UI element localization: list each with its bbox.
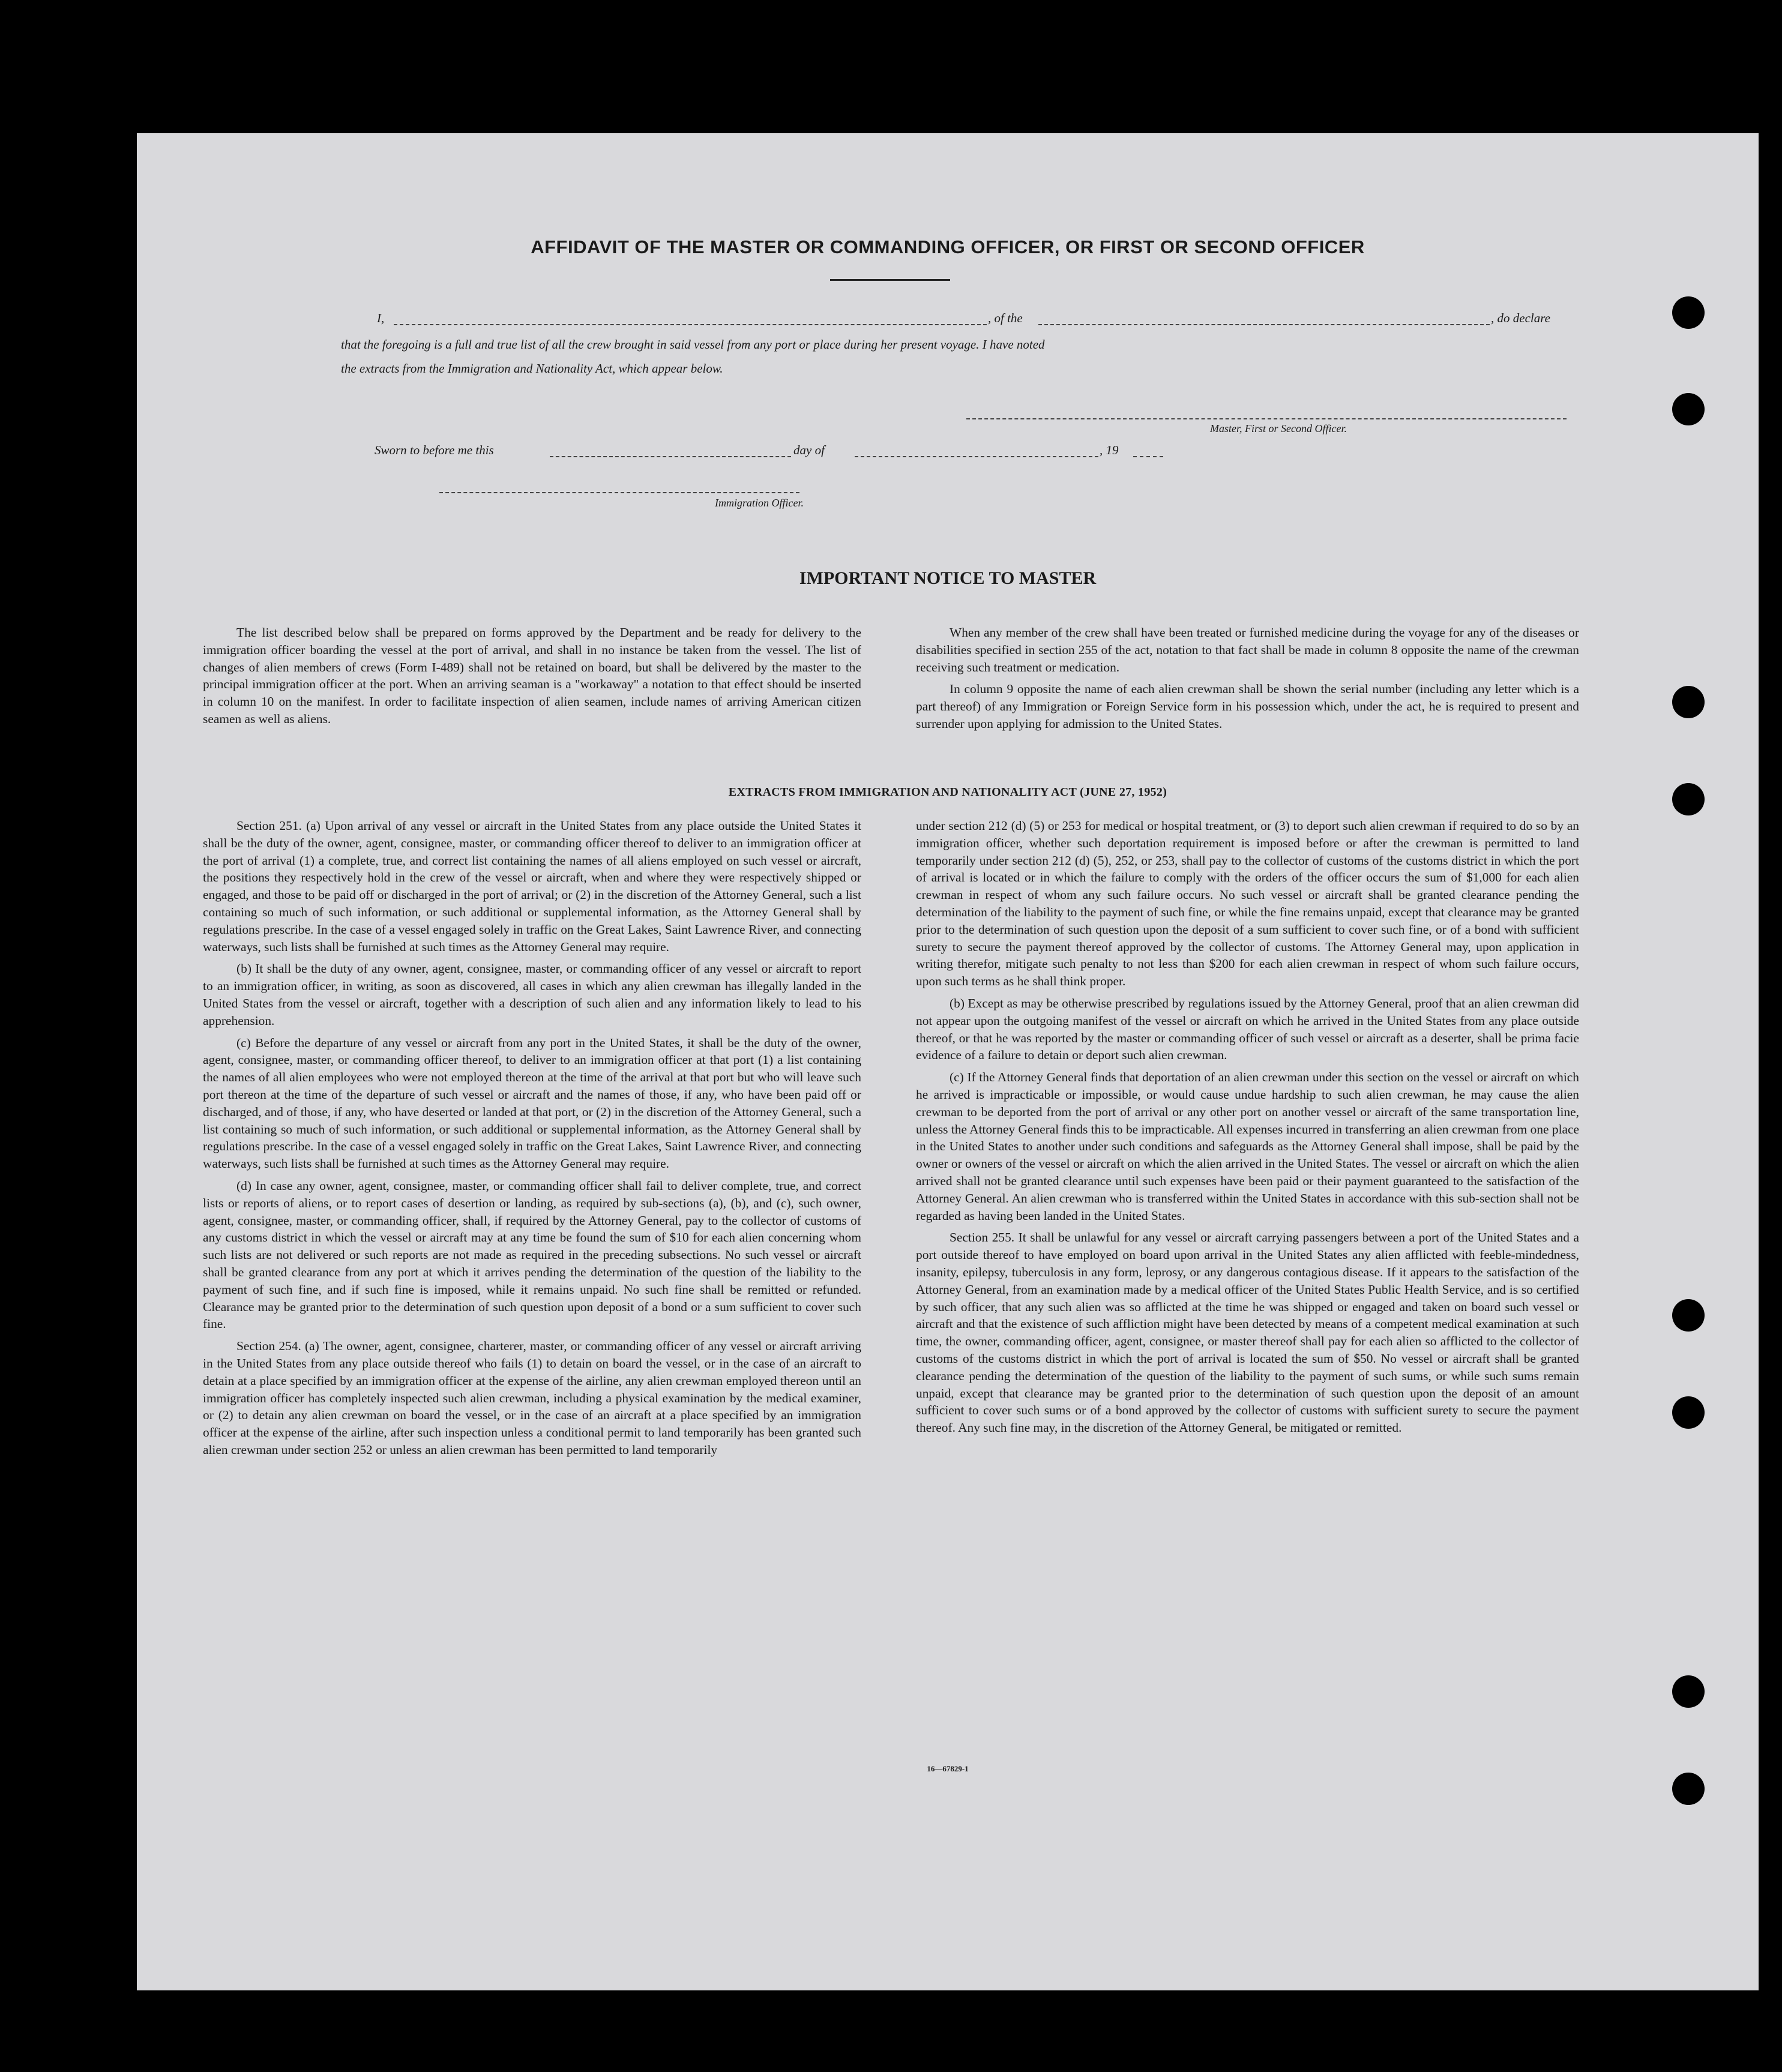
officer-signature-field[interactable] [439,492,799,493]
act-paragraph: Section 251. (a) Upon arrival of any vessel or aircraft in the United States from any place outside the United States it shall be the duty of the owner, agent, consignee, master, or commanding officer thereof to deliver to an immigration officer at the port of arrival (1) a complete, true, and correct list containing the names of all aliens employed on such vessel or aircraft, the positions they respectively hold in the crew of the vessel or aircraft, when and where they were respectively shipped or engaged, and those to be paid off or discharged in the port of arrival; or (2) in the discretion of the Attorney General, such a list containing so much of such information, or such additional or supplemental information, as the Attorney General shall by regulations prescribe. In the case of a vessel engaged solely in traffic on the Great Lakes, Saint Lawrence River, and connecting waterways, such lists shall be furnished at such times as the Attorney General may require. [203,818,861,954]
act-paragraph: (c) Before the departure of any vessel or aircraft from any port in the United States, it shall be the duty of the owner, agent, consignee, master, or commanding officer thereof, to deliver to an immigration officer at that port (1) a list containing the names of all alien employees who were not employed thereon at the time of the arrival at that port but who will leave such port thereon at the time of the departure of such vessel or aircraft and the names of those, if any, who have been paid off or discharged, and of those, if any, who have deserted or landed at that port, or (2) in the discretion of the Attorney General, such a list containing so much of such information, or such additional or supplemental information, as the Attorney General shall by regulations prescribe. In the case of a vessel engaged solely in traffic on the Great Lakes, Saint Lawrence River, and connecting waterways, such lists shall be furnished at such times as the Attorney General may require. [203,1035,861,1171]
extracts-title: EXTRACTS FROM IMMIGRATION AND NATIONALITY ACT (JUNE 27, 1952) [728,785,1167,799]
act-paragraph: Section 255. It shall be unlawful for any vessel or aircraft carrying passengers between a port of the United States and a port outside thereof to have employed on board upon arrival in the United States any alien afflicted with feeble-mindedness, insanity, epilepsy, tuberculosis in any form, leprosy, or any dangerous contagious disease. If it appears to the satisfaction of the Attorney General, from an examination made by a medical officer of the United States Public Health Service, and is so certified by such officer, that any such alien was so afflicted at the time he was shipped or engaged and taken on board such vessel or aircraft and that the existence of such affliction might have been detected by means of a competent medical examination at such time, the owner, commanding officer, agent, consignee, or master thereof shall pay for each alien so afflicted to the collector of customs of the customs district in which the port of arrival is located the sum of $50. No vessel or aircraft shall be granted clearance pending the determination of the question of the liability to the payment of such sums, or while such sums remain unpaid, except that clearance may be granted prior to the determination of such question upon the deposit of an amount sufficient to cover such sums or of a bond approved by the collector of customs with sufficient surety to secure the payment thereof. Any such fine may, in the discretion of the Attorney General, be mitigated or remitted. [916,1230,1579,1435]
punch-hole [1672,1299,1705,1332]
officer-caption: Immigration Officer. [715,497,804,509]
act-paragraph: (b) Except as may be otherwise prescribed by regulations issued by the Attorney General, proof that an alien crewman did not appear upon the outgoing manifest of the vessel or aircraft on which he arrived in the United States from any place outside thereof, or that he was reported by the master or commanding officer of such vessel or aircraft as a deserter, shall be prima facie evidence of a failure to detain or deport such alien crewman. [916,995,1579,1063]
affidavit-line-3: the extracts from the Immigration and Nationality Act, which appear below. [341,361,723,376]
punch-hole [1672,686,1705,718]
notice-title: IMPORTANT NOTICE TO MASTER [799,568,1097,588]
punch-hole [1672,296,1705,329]
notice-paragraph: In column 9 opposite the name of each alien crewman shall be shown the serial number (including any letter which is a part thereof) of any Immigration or Foreign Service form in his possession which, under the act, he is required to present and surrender upon applying for admission to the United States. [916,682,1579,731]
affidavit-title: AFFIDAVIT OF THE MASTER OR COMMANDING OFFICER, OR FIRST OR SECOND OFFICER [531,236,1365,257]
act-paragraph: under section 212 (d) (5) or 253 for medical or hospital treatment, or (3) to deport such alien crewman if required to do so by an immigration officer, whether such deportation requirement is imposed before or after the crewman is permitted to land temporarily under section 212 (d) (5), 252, or 253, shall pay to the collector of customs of the customs district in which the port of arrival is located or in which the failure to comply with the orders of the officer occurs the sum of $1,000 for each alien crewman in respect of whom any such failure occurs. No such vessel or aircraft shall be granted clearance pending the determination of the liability to the payment of such fine, or while the fine remains unpaid, except that clearance may be granted prior to the determination of such question upon the deposit of a sum sufficient to cover such fine, or of a bond with sufficient surety to secure the payment thereof approved by the collector of customs. The Attorney General may, upon application in writing therefor, mitigate such penalty to not less than $200 for each alien crewman in respect of whom such failure occurs, upon such terms as he shall think proper. [916,818,1579,989]
punch-hole [1672,1773,1705,1805]
sworn-month-field[interactable] [855,456,1098,457]
affidavit-declare: , do declare [1491,311,1550,325]
title-rule [830,279,950,281]
year-text: , 19 [1100,443,1119,457]
affidavit-i: I, [377,311,385,325]
day-of-text: day of [793,443,825,457]
master-signature-field[interactable] [966,418,1567,419]
sworn-year-field[interactable] [1133,456,1163,457]
affidavit-of-the: , of the [988,311,1023,325]
notice-paragraph: The list described below shall be prepared on forms approved by the Department and be ready for delivery to the immigration officer boarding the vessel at the port of arrival, and shall in no instance be taken from the vessel. The list of changes of alien members of crews (Form I-489) shall not be retained on board, but shall be delivered by the master to the principal immigration officer at the port. When an arriving seaman is a "workaway" a notation to that effect should be inserted in column 10 on the manifest. In order to facilitate inspection of alien seamen, include names of arriving American citizen seamen as well as aliens. [203,625,861,726]
sworn-day-field[interactable] [550,456,791,457]
act-paragraph: (c) If the Attorney General finds that deportation of an alien crewman under this section on the vessel or aircraft on which he arrived is impracticable or impossible, or would cause undue hardship to such alien crewman, he may cause the alien crewman to be deported from the port of arrival or any other port on another vessel or aircraft of the same transportation line, unless the Attorney General finds this to be impracticable. All expenses incurred in transferring an alien crewman from one place in the United States to another under such conditions and safeguards as the Attorney General shall impose, shall be paid by the owner or owners of the vessel or aircraft on which the alien arrived in the United States. The vessel or aircraft on which the alien arrived shall not be granted clearance until such expenses have been paid or their payment guaranteed to the satisfaction of the Attorney General. An alien crewman who is transferred within the United States in accordance with this sub-section shall not be regarded as having been landed in the United States. [916,1070,1579,1223]
notice-left-column [203,624,861,733]
sworn-text: Sworn to before me this [375,443,494,457]
notice-right-column [916,624,1579,737]
notice-paragraph: When any member of the crew shall have been treated or furnished medicine during the voyage for any of the diseases or disabilities specified in section 255 of the act, notation to that fact shall be made in column 8 opposite the name of the crewman receiving such treatment or medication. [916,625,1579,674]
form-number: 16—67829-1 [927,1764,969,1773]
extracts-left-column [203,817,861,1464]
name-field[interactable] [394,324,987,325]
punch-hole [1672,1396,1705,1429]
affidavit-line-2: that the foregoing is a full and true list of all the crew brought in said vessel from any port or place during her present voyage. I have noted [341,337,1045,352]
act-paragraph: (d) In case any owner, agent, consignee, master, or commanding officer shall fail to deliver complete, true, and correct lists or reports of aliens, or to report cases of desertion or landing, as required by sub-sections (a), (b), and (c), such owner, agent, consignee, master, or commanding officer, shall, if required by the Attorney General, pay to the collector of customs of any customs district in which the vessel or aircraft may at any time be found the sum of $10 for each alien concerning whom such lists are not delivered or such reports are not made as required in the preceding subsections. No such vessel or aircraft shall be granted clearance from any port at which it arrives pending the determination of the question of the liability to the payment of such fine, and if such fine is imposed, while it remains unpaid. No such fine shall be remitted or refunded. Clearance may be granted prior to the determination of such question upon deposit of a bond or a sum sufficient to cover such fine. [203,1178,861,1332]
act-paragraph: Section 254. (a) The owner, agent, consignee, charterer, master, or commanding officer of any vessel or aircraft arriving in the United States from any place outside thereof who fails (1) to detain on board the vessel, or in the case of an aircraft to detain at a place specified by an immigration officer at the expense of the airline, any alien crewman employed thereon until an immigration officer has completely inspected such alien crewman, including a physical examination by the medical examiner, or (2) to detain any alien crewman on board the vessel, or in the case of an aircraft at a place specified by an immigration officer at the expense of the airline, after such inspection unless a conditional permit to land temporarily has been granted such alien crewman under section 252 or unless an alien crewman has been permitted to land temporarily [203,1339,861,1457]
master-caption: Master, First or Second Officer. [1210,422,1347,434]
document-page [137,133,1759,1990]
punch-hole [1672,393,1705,425]
vessel-field[interactable] [1038,324,1490,325]
act-paragraph: (b) It shall be the duty of any owner, agent, consignee, master, or commanding officer of any vessel or aircraft to report to an immigration officer, in writing, as soon as discovered, all cases in which any alien crewman has illegally landed in the United States from the vessel or aircraft, together with a description of such alien and any information likely to lead to his apprehension. [203,961,861,1028]
punch-hole [1672,1675,1705,1708]
extracts-right-column [916,817,1579,1441]
